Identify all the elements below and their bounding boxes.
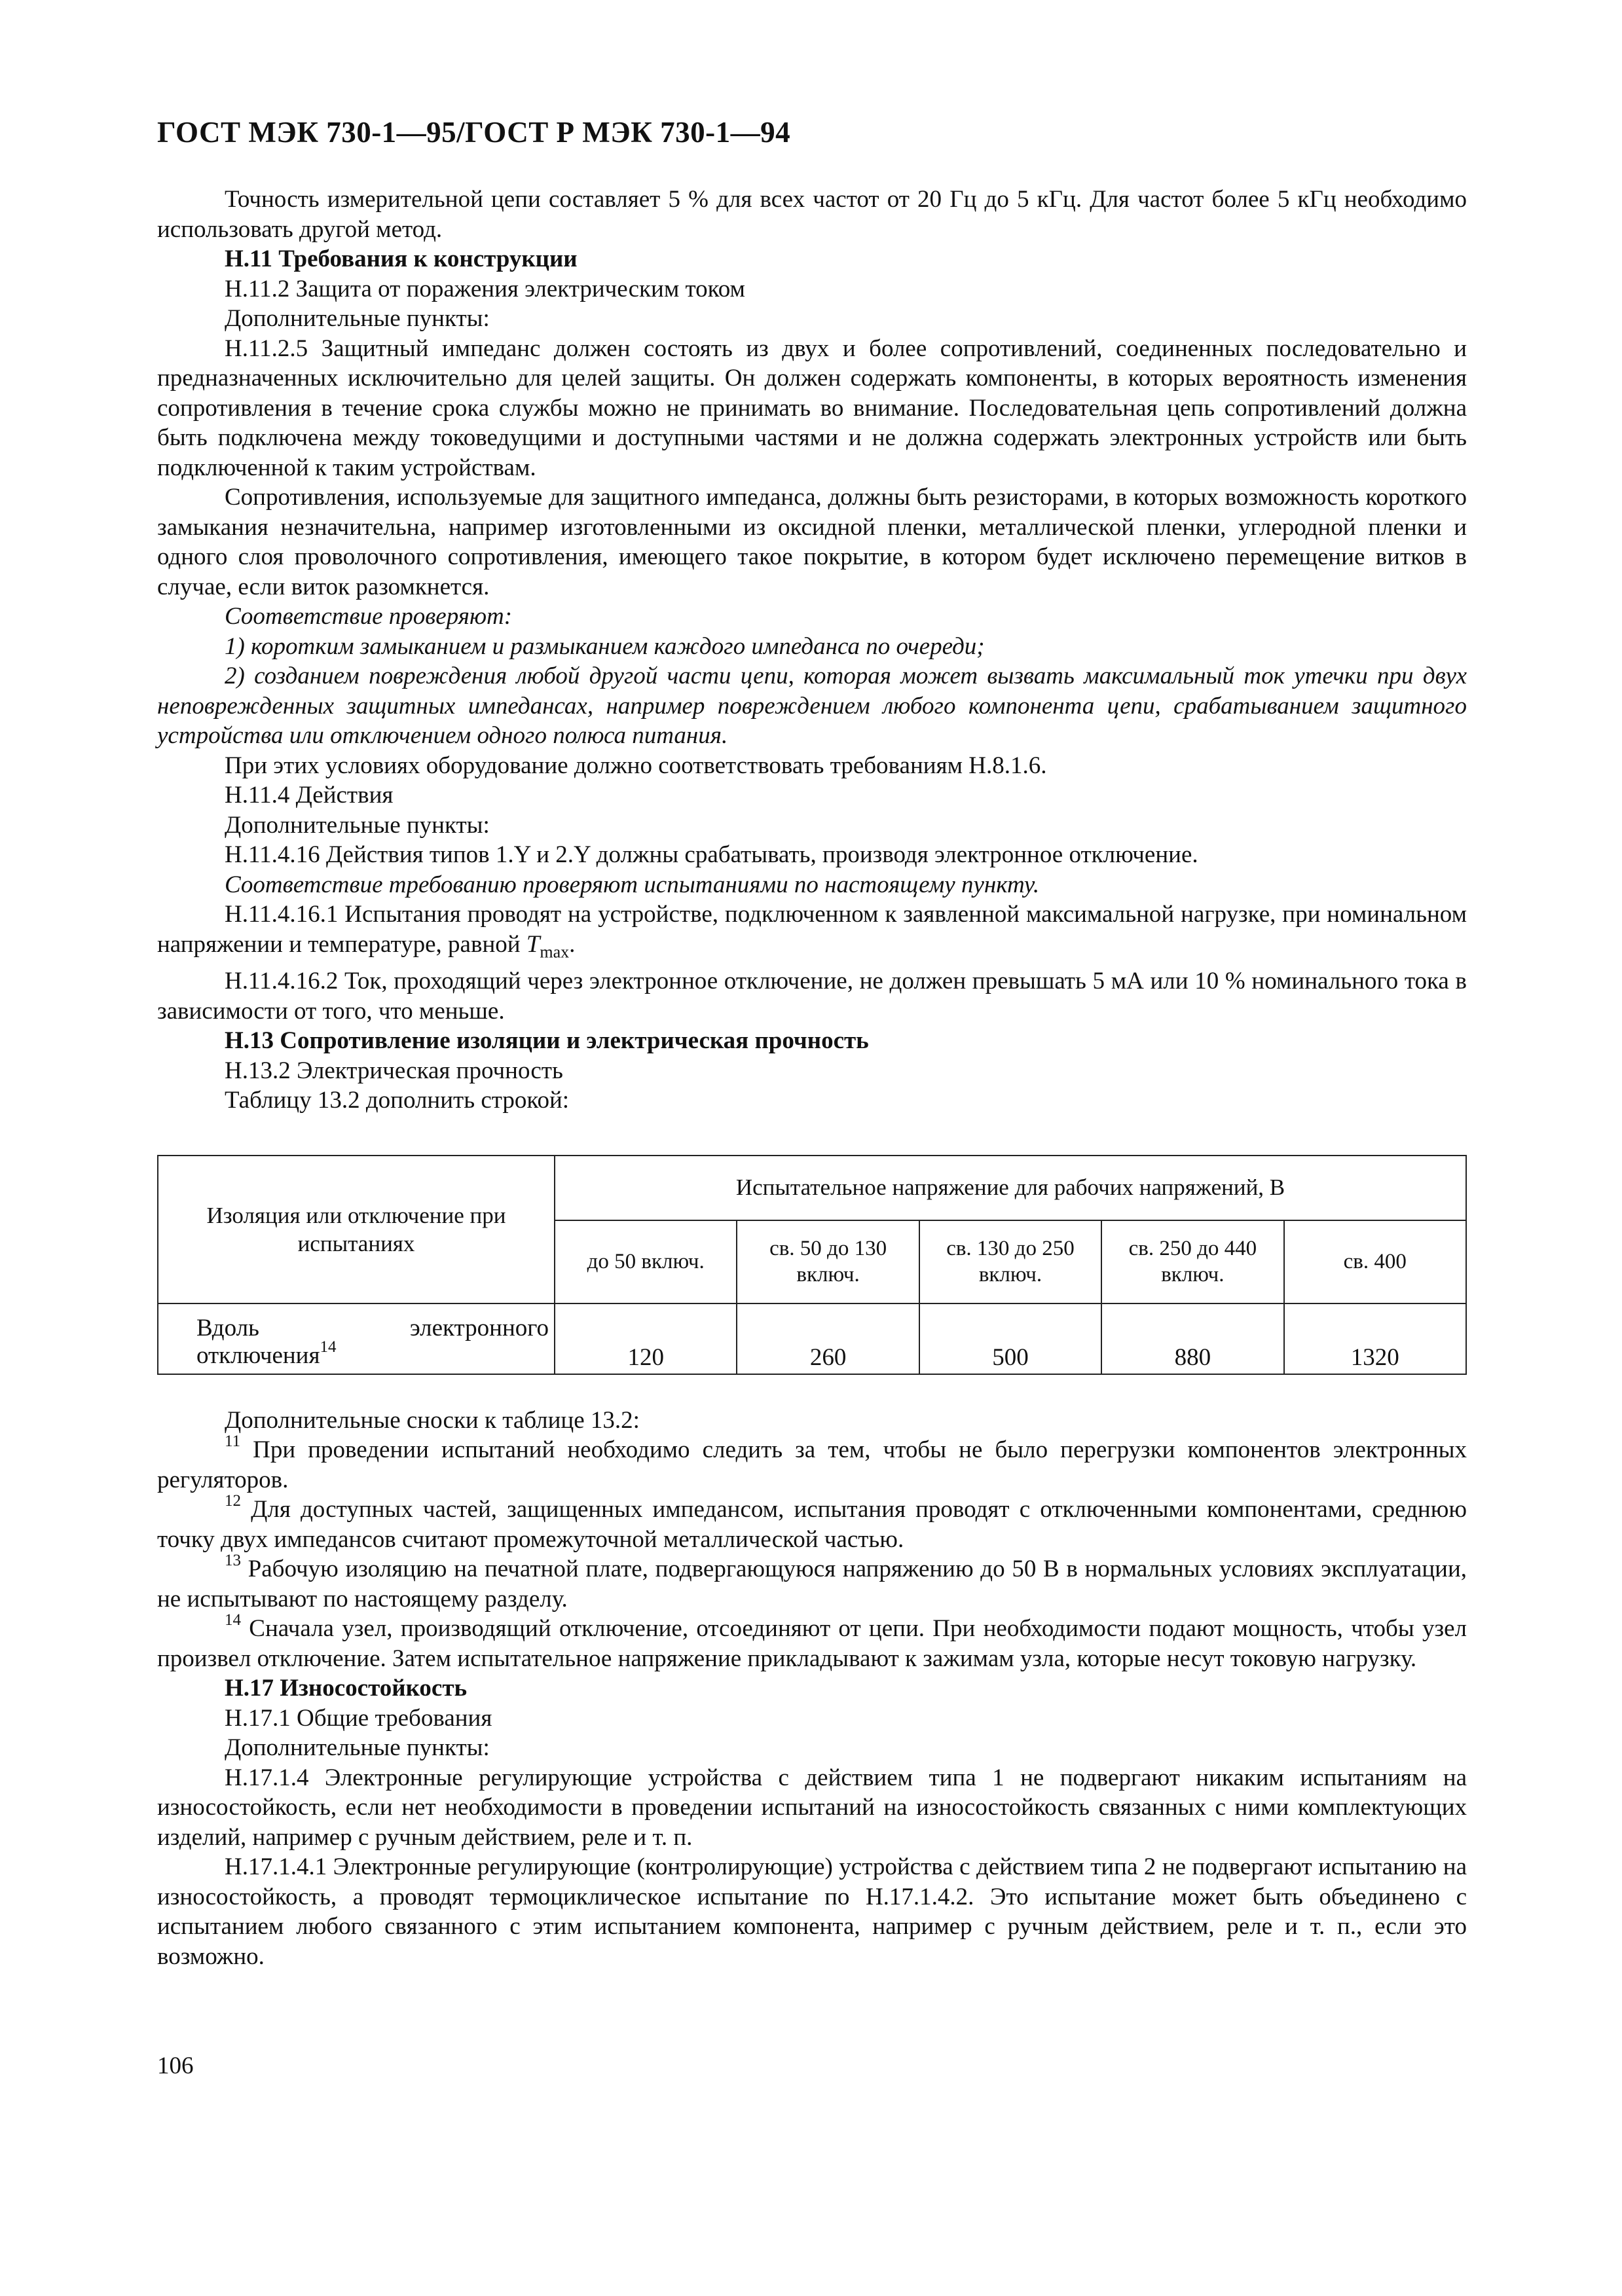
section-heading-h11: Н.11 Требования к конструкции xyxy=(225,246,578,272)
tmax-subscript: max xyxy=(540,941,570,961)
table-cell-value: 500 xyxy=(919,1303,1101,1374)
section-heading-h17: Н.17 Износостойкость xyxy=(225,1675,468,1702)
paragraph-resistors: Сопротивления, используемые для защитного импеданса, должны быть резисторами, в которых возможность короткого замыкания незначительна, например изготовленными из оксидной пленки, металлической пленки, углеродной пленки и одного слоя проволочного сопротивления, имеющего такое покрытие, в котором будет исключено перемещение витков в случае, если виток разомкнется. xyxy=(157,484,1467,600)
footnote-14 xyxy=(157,1611,1467,1673)
additional-items-label: Дополнительные пункты: xyxy=(225,1734,490,1762)
footnote-marker: 12 xyxy=(225,1492,241,1510)
compliance-check-item-2: 2) созданием повреждения любой другой части цепи, которая может вызвать максимальный ток утечки при двух неповрежденных защитных импедансах, например повреждением любого компонента цепи, срабатыванием защитного устройства или отключением одного полюса питания. xyxy=(157,663,1467,749)
table-row-label-text: Вдоль электронного отключения xyxy=(196,1314,549,1369)
tmax-period: . xyxy=(569,930,576,958)
additional-items-label: Дополнительные пункты: xyxy=(225,305,490,332)
table-cell-value: 1320 xyxy=(1284,1303,1466,1374)
footnotes-intro: Дополнительные сноски к таблице 13.2: xyxy=(225,1406,640,1434)
footnote-text: При проведении испытаний необходимо следить за тем, чтобы не было перегрузки компонентов электронных регуляторов. xyxy=(157,1436,1467,1493)
tmax-symbol: T xyxy=(526,930,540,958)
paragraph-h11-4-16-1 xyxy=(157,900,1467,966)
table-cell-value: 120 xyxy=(555,1303,737,1374)
paragraph-h17-1-4-1: Н.17.1.4.1 Электронные регулирующие (контролирующие) устройства с действием типа 2 не подвергают испытанию на износостойкость, а проводят термоциклическое испытание по Н.17.1.4.2. Это испытание может быть объединено с испытанием любого связанного с этим испытанием компонента, например с ручным действием, реле и т. п., если это возможно. xyxy=(157,1853,1467,1970)
paragraph-h11-2-5: Н.11.2.5 Защитный импеданс должен состоять из двух и более сопротивлений, соединенных последовательно и предназначенных исключительно для целей защиты. Он должен содержать компоненты, в которых вероятность изменения сопротивления в течение срока службы можно не принимать во внимание. Последовательная цепь сопротивлений должна быть подключена между токоведущими и доступными частями и не должна содержать электронных устройств или быть подключенной к таким устройствам. xyxy=(157,335,1467,481)
page-header: ГОСТ МЭК 730-1—95/ГОСТ Р МЭК 730-1—94 xyxy=(157,116,791,149)
compliance-check-h11-4-16: Соответствие требованию проверяют испытаниями по настоящему пункту. xyxy=(225,871,1040,898)
paragraph-h11-4-16: Н.11.4.16 Действия типов 1.Y и 2.Y должны срабатывать, производя электронное отключение. xyxy=(225,841,1198,868)
compliance-check-label: Соответствие проверяют: xyxy=(225,603,513,630)
table-subheader-cell: св. 130 до 250 включ. xyxy=(919,1220,1101,1303)
table-row xyxy=(158,1303,1466,1374)
subsection-h11-4: Н.11.4 Действия xyxy=(225,782,394,809)
page-content xyxy=(157,185,1467,1971)
compliance-check-item-1: 1) коротким замыканием и размыканием каждого импеданса по очереди; xyxy=(225,632,985,660)
paragraph-h11-4-16-1-text: Н.11.4.16.1 Испытания проводят на устройстве, подключенном к заявленной максимальной нагрузке, при номинальном напряжении и температуре, равной xyxy=(157,901,1467,958)
table-row-label xyxy=(158,1303,555,1374)
spacer xyxy=(157,1375,1467,1406)
subsection-h13-2: Н.13.2 Электрическая прочность xyxy=(225,1057,563,1084)
spacer xyxy=(157,1116,1467,1155)
table-cell-value: 260 xyxy=(737,1303,919,1374)
table-subheader-cell: св. 400 xyxy=(1284,1220,1466,1303)
table-subheader-cell: св. 50 до 130 включ. xyxy=(737,1220,919,1303)
table-cell-value: 880 xyxy=(1101,1303,1283,1374)
section-heading-h13: Н.13 Сопротивление изоляции и электрическая прочность xyxy=(225,1027,869,1055)
table-header-insulation: Изоляция или отключение при испытаниях xyxy=(158,1156,555,1303)
footnote-marker: 11 xyxy=(225,1432,241,1451)
table-intro: Таблицу 13.2 дополнить строкой: xyxy=(225,1087,570,1114)
paragraph-h11-4-16-2: Н.11.4.16.2 Ток, проходящий через электронное отключение, не должен превышать 5 мА или 10 % номинального тока в зависимости от того, что меньше. xyxy=(157,968,1467,1025)
footnote-11 xyxy=(157,1432,1467,1495)
subsection-h11-2: Н.11.2 Защита от поражения электрическим током xyxy=(225,275,745,302)
footnote-text: Сначала узел, производящий отключение, отсоединяют от цепи. При необходимости подают мощность, чтобы узел произвел отключение. Затем испытательное напряжение прикладывают к зажимам узла, которые несут токовую нагрузку. xyxy=(157,1615,1467,1672)
table-header-test-voltage: Испытательное напряжение для рабочих напряжений, В xyxy=(555,1156,1466,1220)
footnote-text: Рабочую изоляцию на печатной плате, подвергающуюся напряжению до 50 В в нормальных условиях эксплуатации, не испытывают по настоящему разделу. xyxy=(157,1556,1467,1613)
table-subheader-cell: до 50 включ. xyxy=(555,1220,737,1303)
paragraph-conditions: При этих условиях оборудование должно соответствовать требованиям Н.8.1.6. xyxy=(225,752,1047,779)
table-header-row xyxy=(158,1156,1466,1220)
additional-items-label: Дополнительные пункты: xyxy=(225,811,490,839)
test-voltage-table xyxy=(157,1155,1467,1375)
footnote-ref-14: 14 xyxy=(320,1338,337,1356)
footnote-12 xyxy=(157,1492,1467,1554)
page-number: 106 xyxy=(157,2052,194,2079)
footnote-marker: 13 xyxy=(225,1552,241,1570)
footnote-13 xyxy=(157,1554,1467,1614)
footnote-text: Для доступных частей, защищенных импедансом, испытания проводят с отключенными компонентами, среднюю точку двух импедансов считают промежуточной металлической частью. xyxy=(157,1496,1467,1553)
paragraph-accuracy: Точность измерительной цепи составляет 5 % для всех частот от 20 Гц до 5 кГц. Для частот более 5 кГц необходимо использовать другой метод. xyxy=(157,186,1467,243)
paragraph-h17-1-4: Н.17.1.4 Электронные регулирующие устройства с действием типа 1 не подвергают никаким испытаниям на износостойкость, если нет необходимости в проведении испытаний на износостойкость связанных с ними комплектующих изделий, например с ручным действием, реле и т. п. xyxy=(157,1764,1467,1851)
subsection-h17-1: Н.17.1 Общие требования xyxy=(225,1704,492,1732)
footnote-marker: 14 xyxy=(225,1611,241,1630)
table-subheader-cell: св. 250 до 440 включ. xyxy=(1101,1220,1283,1303)
